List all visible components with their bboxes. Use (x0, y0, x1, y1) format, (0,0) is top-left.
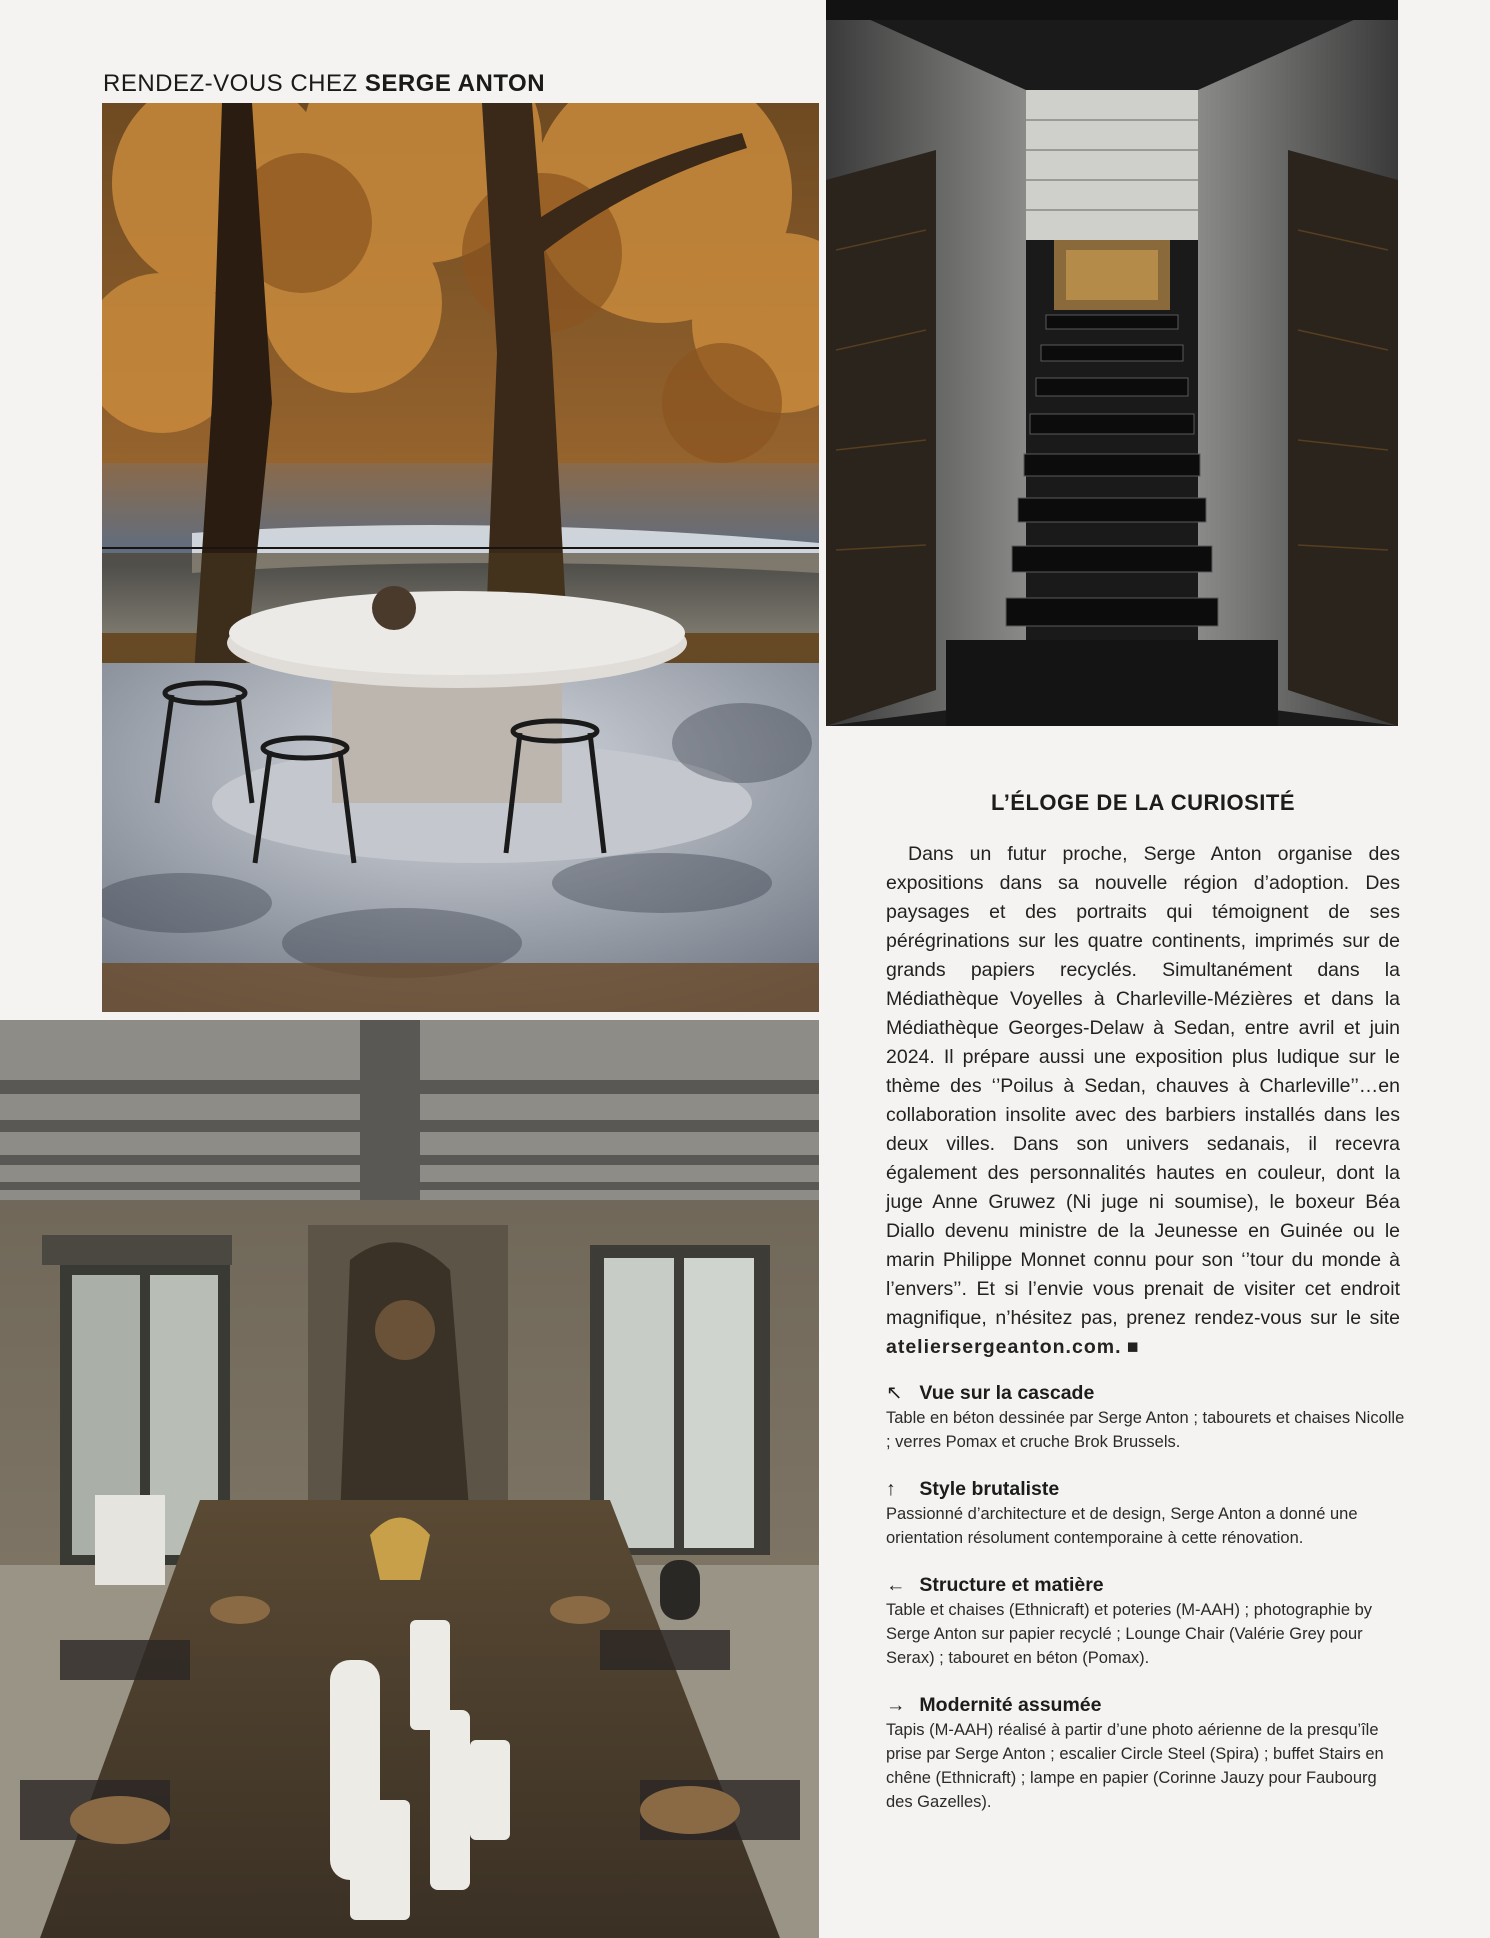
caption-cascade (886, 1380, 1406, 1454)
end-mark: ■ (1126, 1336, 1139, 1358)
caption-text: Table et chaises (Ethnicraft) et poteries (M-AAH) ; photographie by Serge Anton sur papier recyclé ; Lounge Chair (Valérie Grey pour Serax) ; tabouret en béton (Pomax). (886, 1601, 1373, 1667)
caption-structure (886, 1572, 1406, 1670)
caption-title: Style brutaliste (919, 1478, 1060, 1500)
caption-text: Passionné d’architecture et de design, Serge Anton a donné une orientation résolument contemporaine à cette rénovation. (886, 1505, 1358, 1547)
website-link[interactable]: ateliersergeanton.com. (886, 1336, 1122, 1358)
arrow-up-left-icon: ↖ (886, 1382, 903, 1404)
caption-title: Structure et matière (919, 1574, 1104, 1596)
caption-text: Tapis (M-AAH) réalisé à partir d’une photo aérienne de la presqu’île prise par Serge Anton ; escalier Circle Steel (Spira) ; buffet Stairs en chêne (Ethnicraft) ; lampe en papier (Corinne Jauzy pour Faubourg des Gazelles). (886, 1721, 1384, 1811)
arrow-left-icon: ← (886, 1574, 906, 1596)
article-body (886, 840, 1400, 1362)
dining-room-image (0, 1020, 819, 1938)
garden-table-image (102, 103, 819, 1012)
caption-title: Vue sur la cascade (919, 1382, 1095, 1404)
caption-brutalist (886, 1476, 1406, 1550)
kicker-prefix: RENDEZ-VOUS CHEZ (103, 70, 358, 97)
arrow-up-icon: ↑ (886, 1478, 896, 1500)
arrow-right-icon: → (886, 1694, 906, 1716)
photo-dining-room (0, 1020, 819, 1938)
photo-garden-table (102, 103, 819, 1012)
caption-modernity (886, 1692, 1406, 1814)
staircase-image (826, 0, 1398, 726)
caption-title: Modernité assumée (919, 1694, 1102, 1716)
page-kicker (103, 70, 545, 98)
caption-text: Table en béton dessinée par Serge Anton ; tabourets et chaises Nicolle ; verres Pomax et cruche Brok Brussels. (886, 1409, 1405, 1451)
article-body-text: Dans un futur proche, Serge Anton organise des expositions dans sa nouvelle région d’adoption. Des paysages et des portraits qui témoignent de ses pérégrinations sur les quatre continents, imprimés sur de grands papiers recyclés. Simultanément dans la Médiathèque Voyelles à Charleville-Mézières et dans la Médiathèque Georges-Delaw à Sedan, entre avril et juin 2024. Il prépare aussi une exposition plus ludique sur le thème des ‘’Poilus à Sedan, chauves à Charleville’’…en collaboration insolite avec des barbiers installés dans les deux villes. Dans son univers sedanais, il recevra également des personnalités hautes en couleur, dont la juge Anne Gruwez (Ni juge ni soumise), le boxeur Béa Diallo devenu ministre de la Jeunesse en Guinée ou le marin Philippe Monnet connu pour son ‘’tour du monde à l’envers’’. Et si l’envie vous prenait de visiter cet endroit magnifique, n’hésitez pas, prenez rendez-vous sur le site (886, 843, 1400, 1329)
photo-captions (886, 1380, 1406, 1836)
kicker-name: SERGE ANTON (364, 70, 546, 97)
article-heading: L’ÉLOGE DE LA CURIOSITÉ (990, 790, 1296, 815)
photo-staircase (826, 0, 1398, 726)
